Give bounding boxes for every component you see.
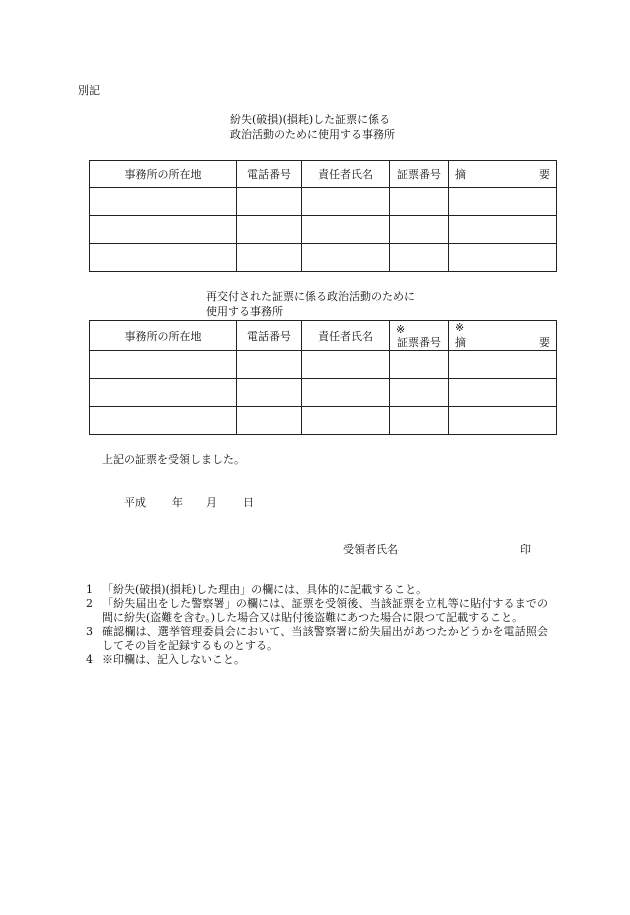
col-header-remarks [449, 161, 557, 188]
reissued-certificate-office-table [89, 320, 557, 435]
cell[interactable] [90, 379, 237, 407]
cell[interactable] [237, 407, 302, 435]
cell[interactable] [237, 216, 302, 244]
cell[interactable] [449, 407, 557, 435]
note-text: ※印欄は、記入しないこと。 [102, 653, 245, 666]
cell[interactable] [302, 216, 390, 244]
cell[interactable] [390, 351, 449, 379]
cell[interactable] [237, 351, 302, 379]
note-item [86, 583, 548, 597]
cell[interactable] [237, 188, 302, 216]
table-header-row [90, 321, 557, 351]
cell[interactable] [449, 216, 557, 244]
col-header-person: 責任者氏名 [302, 161, 390, 188]
cell[interactable] [449, 244, 557, 272]
cell[interactable] [90, 351, 237, 379]
seal-mark: 印 [520, 543, 531, 556]
remarks-char-1: 摘 [455, 168, 466, 181]
cell[interactable] [449, 351, 557, 379]
cell[interactable] [449, 188, 557, 216]
cert-number-label: 証票番号 [397, 335, 441, 349]
col-header-remarks [449, 321, 557, 351]
cell[interactable] [302, 379, 390, 407]
col-header-address: 事務所の所在地 [90, 321, 237, 351]
remarks-char-2: 要 [539, 336, 550, 349]
note-text: 「紛失届出をした警察署」の欄には、証票を受領後、当該証票を立札等に貼付するまでの間に紛失(盗難を含む。)した場合又は貼付後盗難にあつた場合に限つて記載すること。 [102, 597, 548, 624]
receipt-statement: 上記の証票を受領しました。 [102, 453, 245, 466]
note-text: 「紛失(破損)(損耗)した理由」の欄には、具体的に記載すること。 [102, 583, 428, 596]
cell[interactable] [390, 379, 449, 407]
note-number: 3 [86, 625, 93, 638]
date-year-label: 年 [172, 496, 183, 509]
col-header-cert-number: 証票番号 [390, 161, 449, 188]
table-row [90, 407, 557, 435]
section2-title-line1: 再交付された証票に係る政治活動のために [206, 290, 415, 303]
cell[interactable] [237, 379, 302, 407]
date-month-label: 月 [206, 496, 217, 509]
note-item [86, 597, 548, 625]
section1-title-line2: 政治活動のために使用する事務所 [230, 128, 395, 141]
cell[interactable] [390, 216, 449, 244]
cell[interactable] [237, 244, 302, 272]
lost-certificate-office-table [89, 160, 557, 272]
table-row [90, 188, 557, 216]
cell[interactable] [302, 188, 390, 216]
cell[interactable] [90, 188, 237, 216]
recipient-name-label: 受領者氏名 [343, 543, 398, 556]
cell[interactable] [90, 216, 237, 244]
remarks-char-2: 要 [539, 168, 550, 181]
notes-list [86, 583, 548, 667]
table-row [90, 351, 557, 379]
cell[interactable] [302, 244, 390, 272]
table-row [90, 216, 557, 244]
col-header-cert-number [390, 321, 449, 351]
cell[interactable] [390, 407, 449, 435]
appendix-label: 別記 [78, 84, 100, 97]
table-header-row [90, 161, 557, 188]
cell[interactable] [390, 244, 449, 272]
col-header-phone: 電話番号 [237, 321, 302, 351]
cell[interactable] [90, 244, 237, 272]
cell[interactable] [449, 379, 557, 407]
note-item [86, 625, 548, 653]
table-row [90, 379, 557, 407]
col-header-address: 事務所の所在地 [90, 161, 237, 188]
asterisk-mark: ※ [396, 322, 406, 336]
col-header-phone: 電話番号 [237, 161, 302, 188]
date-day-label: 日 [243, 496, 254, 509]
cell[interactable] [390, 188, 449, 216]
col-header-person: 責任者氏名 [302, 321, 390, 351]
asterisk-mark: ※ [455, 321, 465, 334]
note-number: 4 [86, 653, 93, 666]
note-number: 1 [86, 583, 93, 596]
note-text: 確認欄は、選挙管理委員会において、当該警察署に紛失届出があつたかどうかを電話照会してその旨を記録するものとする。 [102, 625, 548, 652]
date-era: 平成 [124, 496, 146, 509]
section2-title-line2: 使用する事務所 [206, 305, 283, 318]
cell[interactable] [90, 407, 237, 435]
note-number: 2 [86, 597, 93, 610]
table-row [90, 244, 557, 272]
note-item [86, 653, 548, 667]
remarks-char-1: 摘 [455, 336, 466, 349]
cell[interactable] [302, 351, 390, 379]
cell[interactable] [302, 407, 390, 435]
section1-title-line1: 紛失(破損)(損耗)した証票に係る [230, 113, 391, 126]
